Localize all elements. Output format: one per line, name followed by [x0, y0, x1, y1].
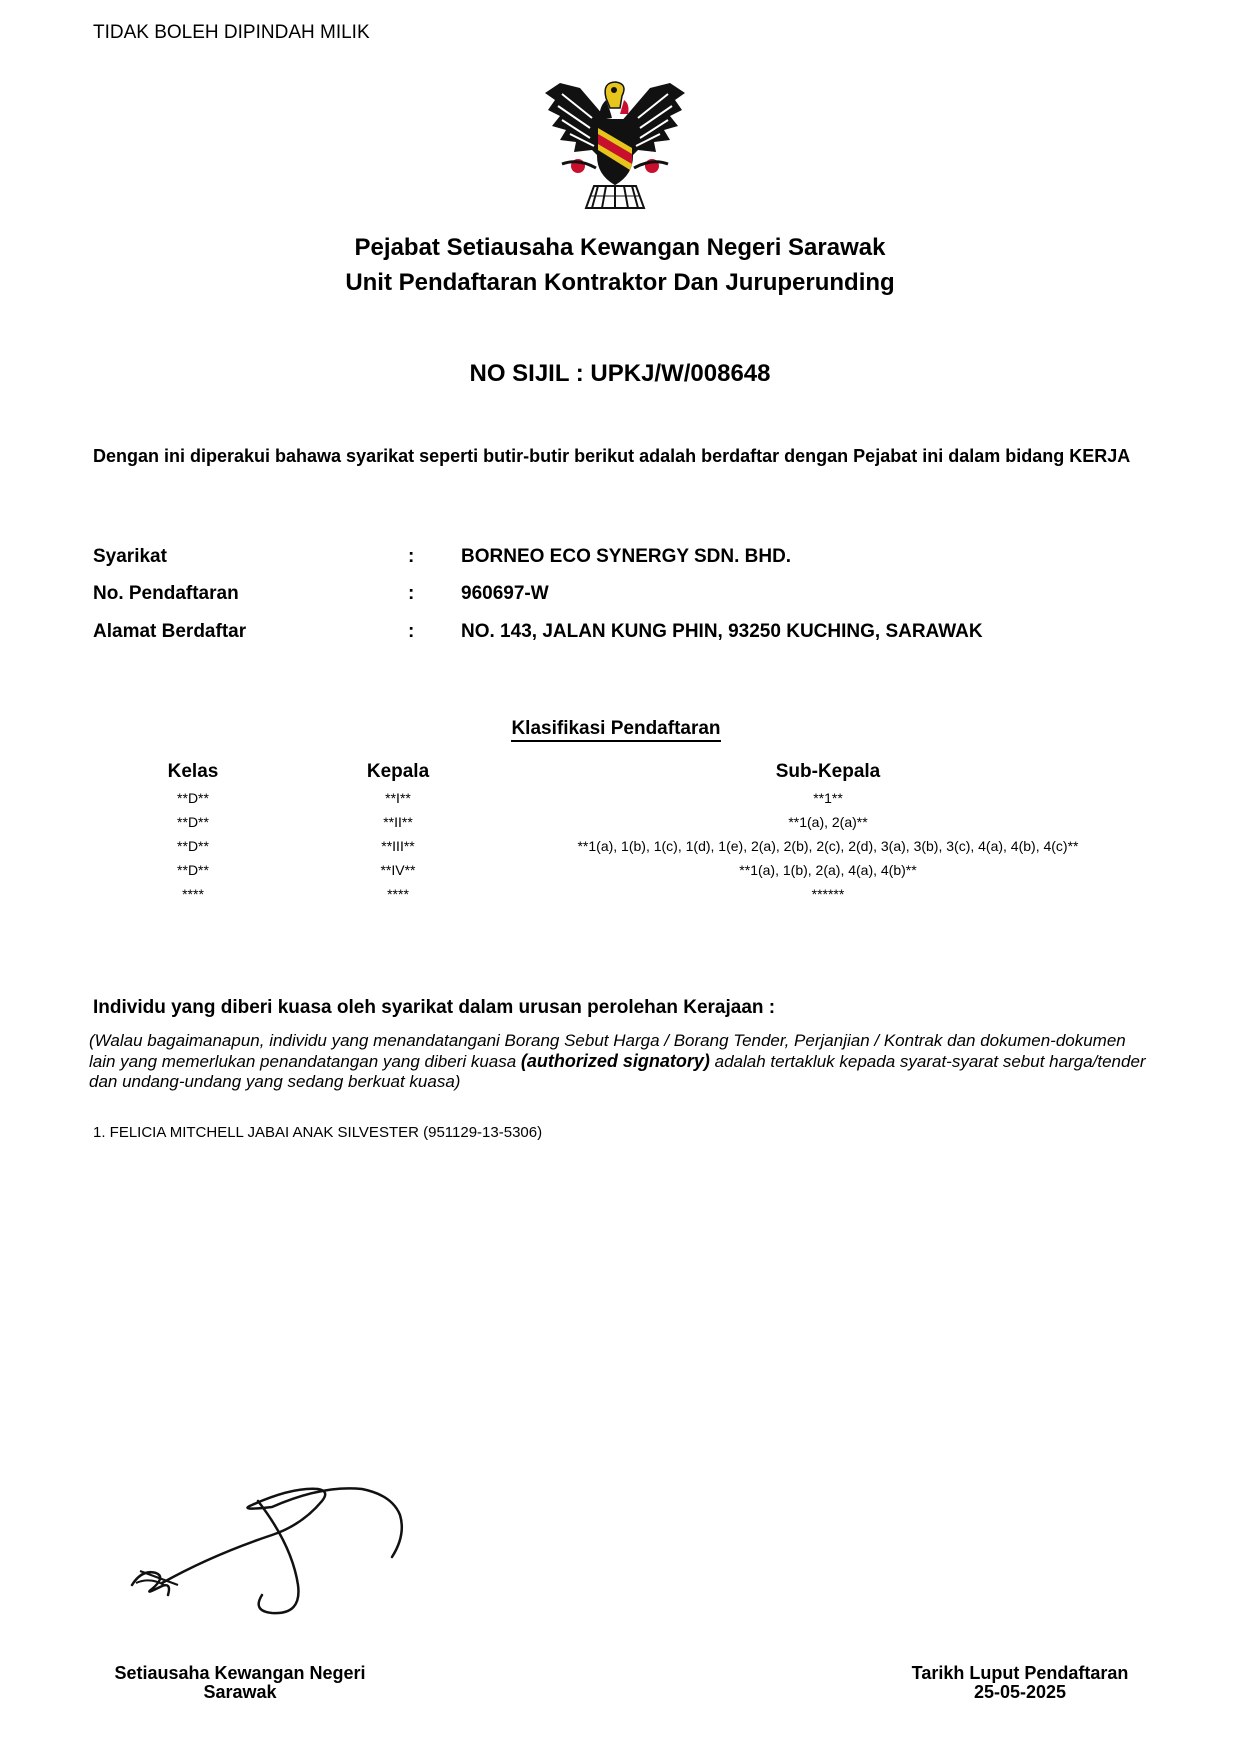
certificate-number: NO SIJIL : UPKJ/W/008648: [469, 360, 771, 387]
sub-kepala-cell: **1(a), 1(b), 2(a), 4(a), 4(b)**: [739, 862, 917, 878]
kepala-cell: **I**: [385, 790, 411, 806]
expiry-block: [860, 1664, 1180, 1702]
kepala-cell: ****: [387, 886, 409, 902]
registered-address-row: [93, 621, 1193, 645]
sub-kepala-cell: ******: [811, 886, 845, 902]
sub-kepala-cell: **1(a), 2(a)**: [788, 814, 868, 830]
registration-number-label: No. Pendaftaran: [93, 583, 239, 604]
unit-title: Unit Pendaftaran Kontraktor Dan Juruperunding: [345, 269, 895, 296]
separator: :: [408, 621, 415, 642]
sub-kepala-cell: **1**: [813, 790, 843, 806]
sarawak-coat-of-arms-icon: [540, 78, 690, 228]
sub-kepala-cell: **1(a), 1(b), 1(c), 1(d), 1(e), 2(a), 2(b), 2(c), 2(d), 3(a), 3(b), 3(c), 4(a), 4(b), 4(c)**: [577, 838, 1079, 854]
registered-address-label: Alamat Berdaftar: [93, 621, 247, 642]
office-title: Pejabat Setiausaha Kewangan Negeri Sarawak: [354, 234, 886, 261]
handwritten-signature-icon: [122, 1465, 422, 1620]
note-text-start: (Walau bagaimanapun, individu yang menandatangani Borang Sebut Harga / Borang Tender, Perjanjian / Kontrak dan dokumen-dokumen lain yang memerlukan penandatangan yang diberi kuasa: [89, 1031, 1126, 1071]
kelas-cell: **D**: [177, 790, 209, 806]
table-row: [93, 834, 1153, 858]
table-row: [93, 786, 1153, 810]
classification-header-row: [93, 758, 1153, 786]
kepala-cell: **IV**: [380, 862, 416, 878]
registered-address-value: NO. 143, JALAN KUNG PHIN, 93250 KUCHING, SARAWAK: [461, 621, 983, 642]
column-header-kelas: Kelas: [167, 761, 219, 782]
registration-number-row: [93, 583, 1193, 607]
company-name-row: [93, 546, 1193, 570]
kelas-cell: **D**: [177, 814, 209, 830]
company-name-label: Syarikat: [93, 546, 167, 567]
classification-title: [0, 718, 1232, 740]
separator: :: [408, 546, 415, 567]
column-header-kepala: Kepala: [366, 761, 430, 782]
table-row: [93, 858, 1153, 882]
non-transferable-notice: TIDAK BOLEH DIPINDAH MILIK: [93, 22, 370, 43]
classification-title-text: Klasifikasi Pendaftaran: [511, 718, 720, 742]
note-text-bold: (authorized signatory): [520, 1051, 710, 1071]
kelas-cell: **D**: [177, 862, 209, 878]
table-row: [93, 882, 1153, 906]
expiry-label: Tarikh Luput Pendaftaran: [911, 1663, 1129, 1683]
kelas-cell: ****: [182, 886, 204, 902]
classification-table: [93, 758, 1153, 906]
signatory-line-2: Sarawak: [203, 1682, 277, 1702]
kelas-cell: **D**: [177, 838, 209, 854]
registration-number-value: 960697-W: [461, 583, 549, 604]
column-header-sub-kepala: Sub-Kepala: [775, 761, 881, 782]
certification-statement: Dengan ini diperakui bahawa syarikat seperti butir-butir berikut adalah berdaftar dengan Pejabat ini dalam bidang KERJA: [93, 446, 1131, 466]
signatory-title: [80, 1664, 400, 1702]
note-text-end: adalah tertakluk kepada syarat-syarat sebut harga/tender dan undang-undang yang sedang berkuat kuasa): [89, 1052, 1146, 1091]
table-row: [93, 810, 1153, 834]
signatory-line-1: Setiausaha Kewangan Negeri: [114, 1663, 366, 1683]
authorized-person-item: 1. FELICIA MITCHELL JABAI ANAK SILVESTER (951129-13-5306): [93, 1124, 543, 1141]
authorized-signatory-note: [89, 1031, 1149, 1092]
kepala-cell: **III**: [381, 838, 415, 854]
separator: :: [408, 583, 415, 604]
expiry-date: 25-05-2025: [973, 1682, 1067, 1702]
authorized-persons-title: Individu yang diberi kuasa oleh syarikat dalam urusan perolehan Kerajaan :: [93, 997, 776, 1018]
kepala-cell: **II**: [383, 814, 413, 830]
company-name-value: BORNEO ECO SYNERGY SDN. BHD.: [461, 546, 792, 567]
